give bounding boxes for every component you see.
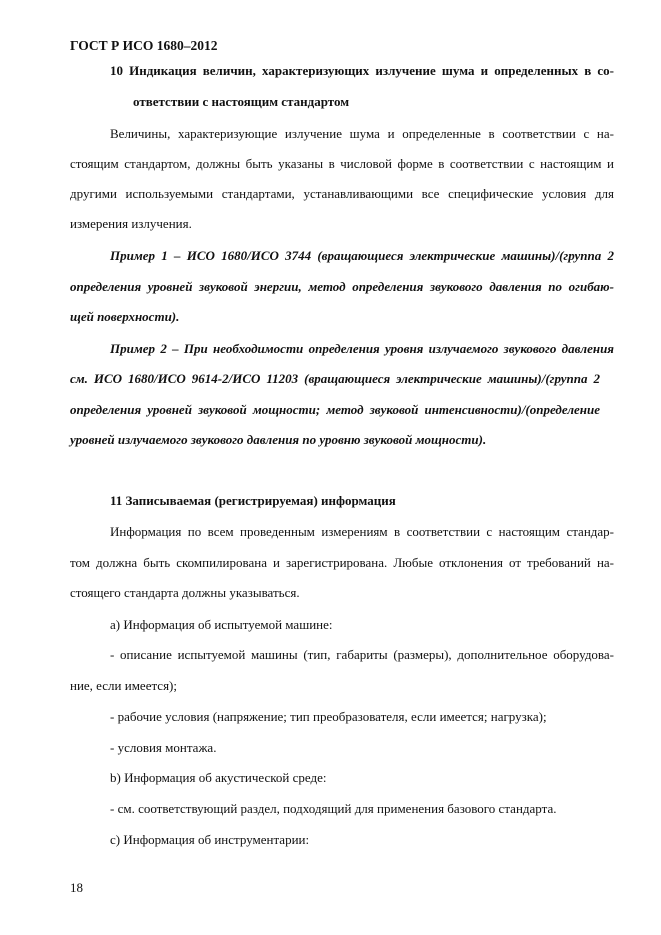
example-1-line: определения уровней звуковой энергии, метод определения звукового давления по огибаю- <box>70 279 614 294</box>
section-10-title-cont: ответствии с настоящим стандартом <box>133 94 350 109</box>
page-number: 18 <box>70 880 83 895</box>
example-1-line: щей поверхности). <box>70 309 180 324</box>
item-a-bullet: - рабочие условия (напряжение; тип преобразователя, если имеется; нагрузка); <box>110 709 547 724</box>
section-10-para-line: другими используемыми стандартами, устанавливающими все специфические условия для <box>70 186 614 201</box>
item-a-bullet: - условия монтажа. <box>110 740 217 755</box>
item-c-heading: c) Информация об инструментарии: <box>110 832 310 847</box>
section-10-title: 10 Индикация величин, характеризующих излучение шума и определенных в со- <box>110 63 614 78</box>
section-10-para-line: Величины, характеризующие излучение шума и определенные в соответствии с на- <box>110 126 614 141</box>
standard-header: ГОСТ Р ИСО 1680–2012 <box>70 38 218 53</box>
section-11-para-line: Информация по всем проведенным измерениям в соответствии с настоящим стандар- <box>110 524 614 539</box>
item-a-heading: а) Информация об испытуемой машине: <box>110 617 333 632</box>
item-a-bullet-cont: ние, если имеется); <box>70 678 177 693</box>
example-2-line: уровней излучаемого звукового давления по уровню звуковой мощности). <box>70 432 487 447</box>
example-2-line: см. ИСО 1680/ИСО 9614-2/ИСО 11203 (вращающиеся электрические машины)/(группа 2 <box>70 371 600 386</box>
section-10-para-line: стоящим стандартом, должны быть указаны в числовой форме в соответствии с настоящим и <box>70 156 614 171</box>
section-11-para-line: стоящего стандарта должны указываться. <box>70 585 300 600</box>
example-1-line: Пример 1 – ИСО 1680/ИСО 3744 (вращающиеся электрические машины)/(группа 2 <box>110 248 614 263</box>
item-a-bullet: - описание испытуемой машины (тип, габариты (размеры), дополнительное оборудова- <box>110 647 614 662</box>
item-b-bullet: - см. соответствующий раздел, подходящий для применения базового стандарта. <box>110 801 557 816</box>
section-11-title: 11 Записываемая (регистрируемая) информация <box>110 493 396 508</box>
section-11-para-line: том должна быть скомпилирована и зарегистрирована. Любые отклонения от требований на- <box>70 555 614 570</box>
example-2-line: определения уровней звуковой мощности; метод звуковой интенсивности)/(определение <box>70 402 600 417</box>
section-10-para-line: измерения излучения. <box>70 216 192 231</box>
example-2-line: Пример 2 – При необходимости определения уровня излучаемого звукового давления <box>110 341 614 356</box>
item-b-heading: b) Информация об акустической среде: <box>110 770 327 785</box>
